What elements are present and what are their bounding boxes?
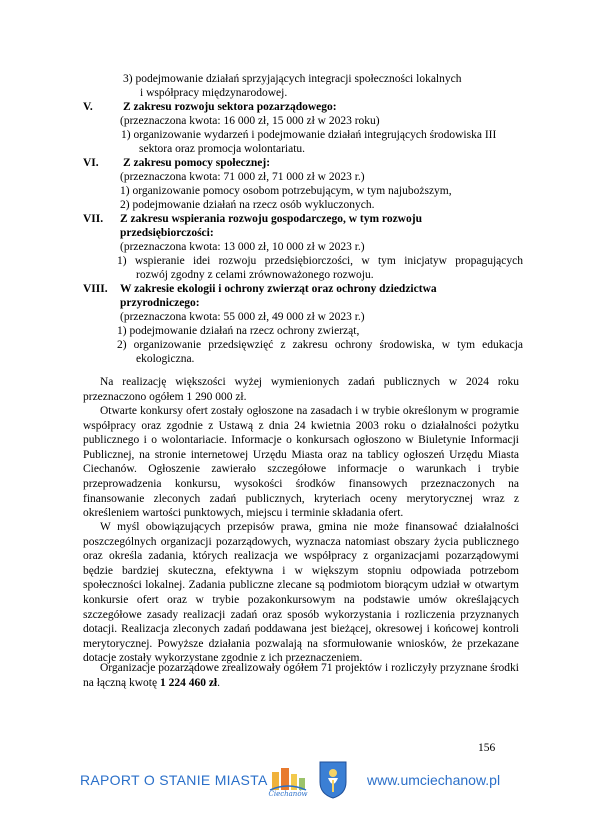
- paragraph: Organizacje pozarządowe zrealizowały ogółem 71 projektów i rozliczyły przyznane środki na łączną kwotę 1 224 460 zł.: [83, 662, 519, 689]
- list-item: sektora oraz promocja wolontariatu.: [139, 143, 306, 155]
- section-heading: przedsiębiorczości:: [120, 227, 214, 239]
- list-item: ekologiczna.: [136, 353, 195, 365]
- section-number: VIII.: [83, 283, 108, 295]
- amount-line: (przeznaczona kwota: 13 000 zł, 10 000 zł w 2023 r.): [120, 241, 365, 253]
- list-item: 1) wspieranie idei rozwoju przedsiębiorczości, w tym inicjatyw propagujących: [117, 255, 523, 267]
- paragraph: W myśl obowiązujących przepisów prawa, gmina nie może finansować działalności poszczególnych organizacji pozarządowych, wyznacza natomiast obszary życia publicznego oraz określa zadania, których realizacja we współpracy z organizacjami pozarządowymi będzie bardziej skuteczna, efektywna i w większym stopniu odpowiada potrzebom społeczności lokalnej. Zadania publiczne zlecane są podmiotom biorącym udział w otwartym konkursie ofert oraz w trybie pozakonkursowym na podstawie umów określających szczegółowe zasady realizacji zadań oraz sposób wykorzystania i rozliczenia przyznanych dotacji. Realizacja zleconych zadań poddawana jest bieżącej, okresowej i końcowej kontroli merytorycznej. Powyższe działania pozwalają na sformułowanie wniosków, że przekazane dotacje zostały wykorzystane zgodnie z ich przeznaczeniem.: [83, 521, 519, 665]
- list-item: rozwój zgodny z celami zrównoważonego rozwoju.: [136, 269, 374, 281]
- section-number: V.: [83, 101, 93, 113]
- coat-of-arms-icon: [318, 760, 348, 800]
- list-item: 1) organizowanie pomocy osobom potrzebującym, w tym najuboższym,: [120, 185, 452, 197]
- section-heading: Z zakresu wspierania rozwoju gospodarczego, w tym rozwoju: [120, 213, 422, 225]
- city-logo-icon: [266, 762, 310, 798]
- page-number: 156: [478, 742, 496, 754]
- amount-line: (przeznaczona kwota: 71 000 zł, 71 000 zł w 2023 r.): [120, 171, 365, 183]
- list-item: 3) podejmowanie działań sprzyjających integracji społeczności lokalnych: [123, 73, 462, 85]
- list-item: 2) podejmowanie działań na rzecz osób wykluczonych.: [120, 199, 375, 211]
- section-heading: Z zakresu rozwoju sektora pozarządowego:: [123, 101, 337, 113]
- list-item: 1) podejmowanie działań na rzecz ochrony zwierząt,: [117, 325, 360, 337]
- section-heading: Z zakresu pomocy społecznej:: [123, 157, 271, 169]
- amount-line: (przeznaczona kwota: 16 000 zł, 15 000 zł w 2023 roku): [120, 115, 380, 127]
- footer-website: www.umciechanow.pl: [367, 772, 501, 788]
- section-number: VI.: [83, 157, 99, 169]
- paragraph: Otwarte konkursy ofert zostały ogłoszone na zasadach i w trybie określonym w programie współpracy oraz zgodnie z Ustawą z dnia 24 kwietnia 2003 roku o działalności pożytku publicznego i o wolontariacie. Informacje o konkursach ogłoszono w Biuletynie Informacji Publicznej, na stronie internetowej Urzędu Miasta oraz na tablicy ogłoszeń Urzędu Miasta Ciechanów. Ogłoszenie zawierało szczegółowe informacje o warunkach i trybie przeprowadzenia konkursu, wysokości środków finansowych przeznaczonych na finansowanie zleconych zadań publicznych, kryteriach oceny merytorycznej wraz z określeniem wartości punktowych, miejscu i terminie składania ofert.: [83, 405, 519, 520]
- footer-title: RAPORT O STANIE MIASTA: [80, 772, 268, 788]
- paragraph: Na realizację większości wyżej wymienionych zadań publicznych w 2024 roku przeznaczono ogółem 1 290 000 zł.: [83, 376, 519, 403]
- section-number: VII.: [83, 213, 104, 225]
- list-item: i współpracy międzynarodowej.: [140, 87, 288, 99]
- amount-line: (przeznaczona kwota: 55 000 zł, 49 000 zł w 2023 r.): [120, 311, 365, 323]
- logo-text: Ciechanów: [268, 790, 308, 798]
- section-heading: przyrodniczego:: [120, 297, 200, 309]
- section-heading: W zakresie ekologii i ochrony zwierząt oraz ochrony dziedzictwa: [120, 283, 437, 295]
- list-item: 2) organizowanie przedsięwzięć z zakresu ochrony środowiska, w tym edukacja: [117, 339, 523, 351]
- total-amount: 1 224 460 zł: [159, 676, 218, 689]
- list-item: 1) organizowanie wydarzeń i podejmowanie działań integrujących środowiska III: [121, 129, 497, 141]
